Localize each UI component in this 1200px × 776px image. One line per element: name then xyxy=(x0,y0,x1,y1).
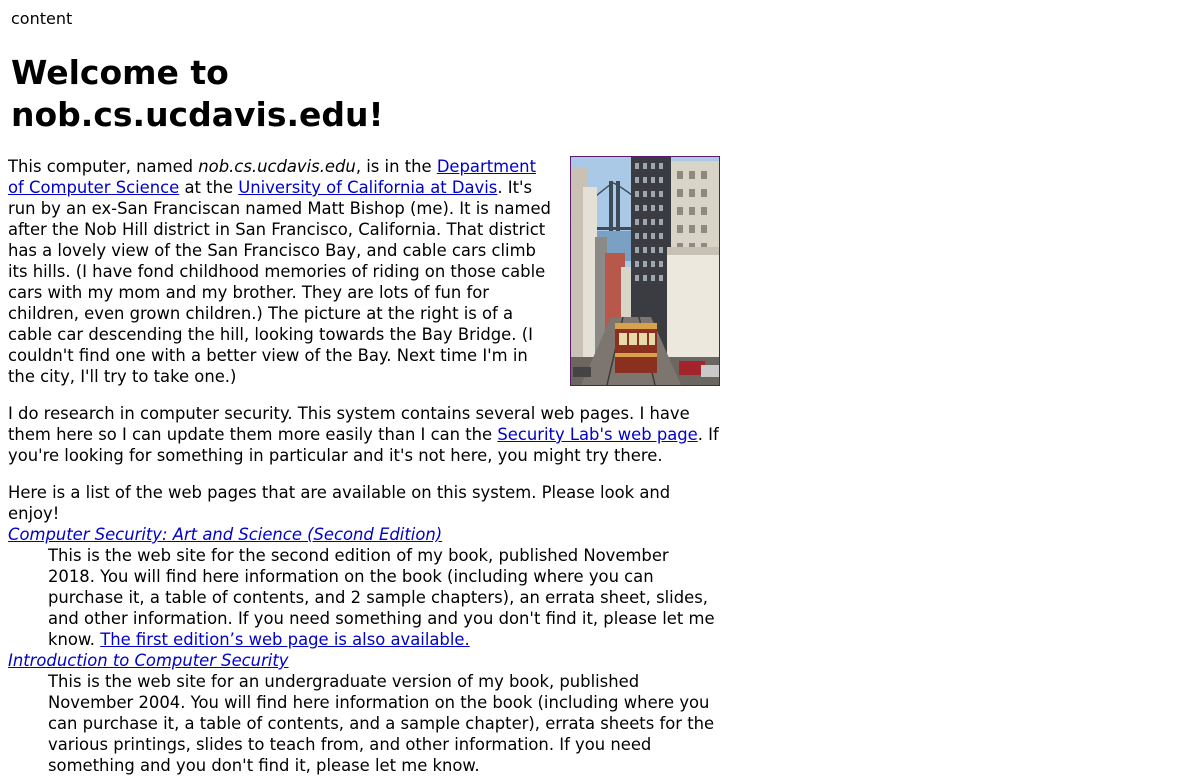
list-item-title xyxy=(8,524,720,545)
pages-list xyxy=(8,524,720,776)
intro-security-link[interactable]: Introduction to Computer Security xyxy=(8,651,289,670)
intro-text-a: This computer, named xyxy=(8,157,199,176)
research-text-a: I do research in computer security. This system contains several web pages. I have them here so I can update them more easily than I can the xyxy=(8,404,690,444)
first-edition-link[interactable]: The first edition’s web page is also available. xyxy=(100,630,470,649)
intro-text-d: . It's run by an ex-San Franciscan named Matt Bishop (me). It is named after the Nob Hill district in San Francisco, California. That district has a lovely view of the San Francisco Bay, and cable cars climb its hills. (I have fond childhood memories of riding on those cable cars with my mom and my brother. They are lots of fun for children, even grown children.) The picture at the right is of a cable car descending the hill, looking towards the Bay Bridge. (I couldn't find one with a better view of the Bay. Next time I'm in the city, I'll try to take one.) xyxy=(8,178,551,386)
security-lab-link[interactable]: Security Lab's web page xyxy=(497,425,698,444)
research-text-b: . If you're looking for something in particular and it's not here, you might try there. xyxy=(8,425,719,465)
main-content xyxy=(8,156,720,776)
university-link[interactable]: University of California at Davis xyxy=(238,178,498,197)
second-edition-description: This is the web site for the second edition of my book, published November 2018. You will find here information on the book (including where you can purchase it, a table of contents, and 2 sample chapters), an errata sheet, slides, and other information. If you need something and you don't find it, please let me know. xyxy=(48,546,715,649)
list-item-description: This is the web site for an undergraduate version of my book, published November 2004. You will find here information on the book (including where you can purchase it, a table of contents, and a sample chapter), errata sheets for the various printings, slides to teach from, and other information. If you need something and you don't find it, please let me know. xyxy=(48,672,715,775)
research-paragraph xyxy=(8,403,720,466)
list-item-title xyxy=(8,650,720,671)
page-title-line2: nob.cs.ucdavis.edu! xyxy=(11,95,384,134)
content-label: content xyxy=(11,9,73,28)
department-link[interactable]: Department of Computer Science xyxy=(8,157,536,197)
intro-text-c: at the xyxy=(179,178,239,197)
page-title-line1: Welcome to xyxy=(11,53,229,92)
list-item-description xyxy=(48,545,720,650)
cable-car-photo xyxy=(570,156,720,386)
second-edition-link[interactable]: Computer Security: Art and Science (Second Edition) xyxy=(8,525,443,544)
page-title xyxy=(11,52,384,136)
intro-text-b: , is in the xyxy=(355,157,437,176)
hostname-text: nob.cs.ucdavis.edu xyxy=(198,157,356,176)
list-intro-paragraph: Here is a list of the web pages that are available on this system. Please look and enjoy! xyxy=(8,483,671,523)
